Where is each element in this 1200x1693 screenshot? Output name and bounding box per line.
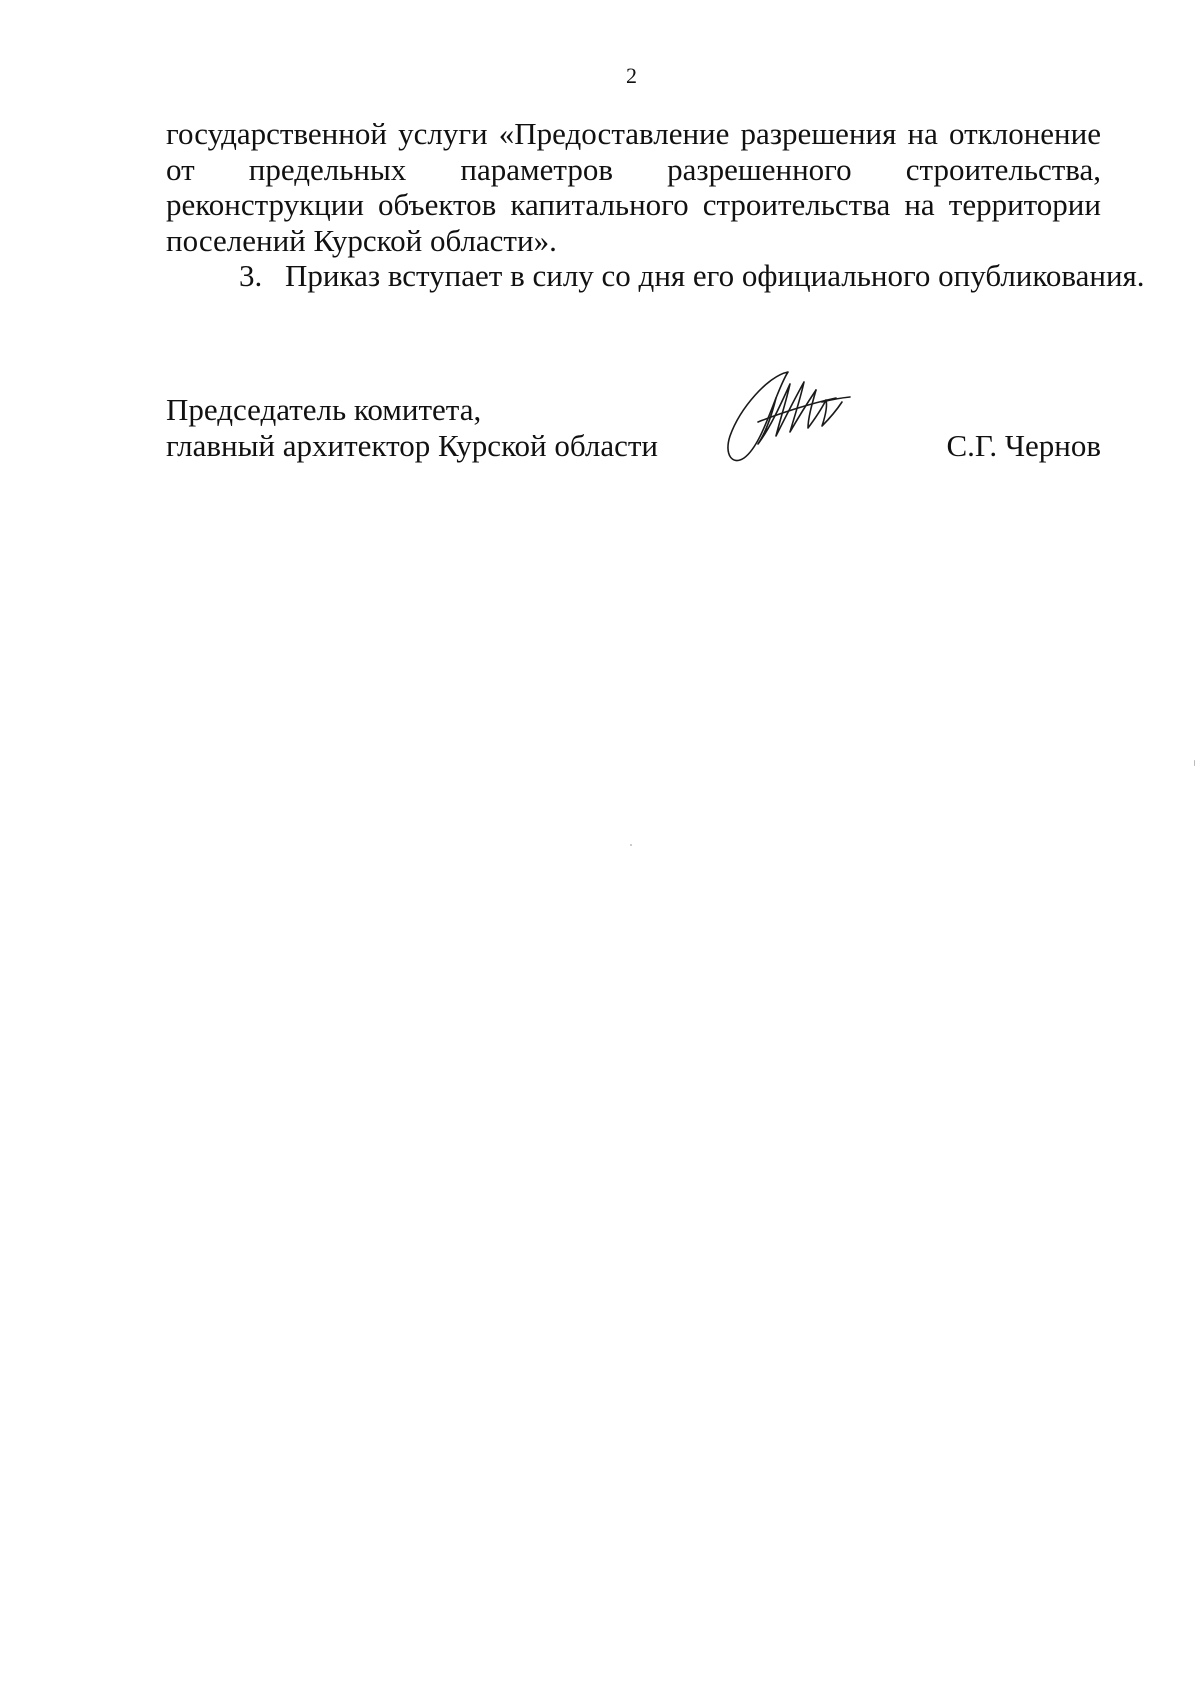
paragraph-continuation: государственной услуги «Предоставление разрешения на отклонение от предельных параметров разрешенного строительства, реконструкции объектов капитального строительства на территории поселений Курской области». <box>166 116 1101 258</box>
handwritten-signature <box>718 362 858 470</box>
list-item-text: Приказ вступает в силу со дня его официального опубликования. <box>285 258 1145 293</box>
signatory-title-line-1: Председатель комитета, <box>166 392 482 427</box>
signatory-name: С.Г. Чернов <box>946 428 1101 463</box>
page-number: 2 <box>626 63 637 88</box>
signature-stroke <box>758 382 816 444</box>
document-body <box>166 116 1145 294</box>
signatory-title-line-2: главный архитектор Курской области <box>166 428 659 463</box>
scan-speck <box>1194 760 1195 766</box>
list-item-number: 3. <box>239 258 263 293</box>
signature-stroke <box>728 372 788 461</box>
list-item-3 <box>166 258 1145 294</box>
scan-speck <box>630 844 632 846</box>
signature-block <box>166 392 1101 472</box>
